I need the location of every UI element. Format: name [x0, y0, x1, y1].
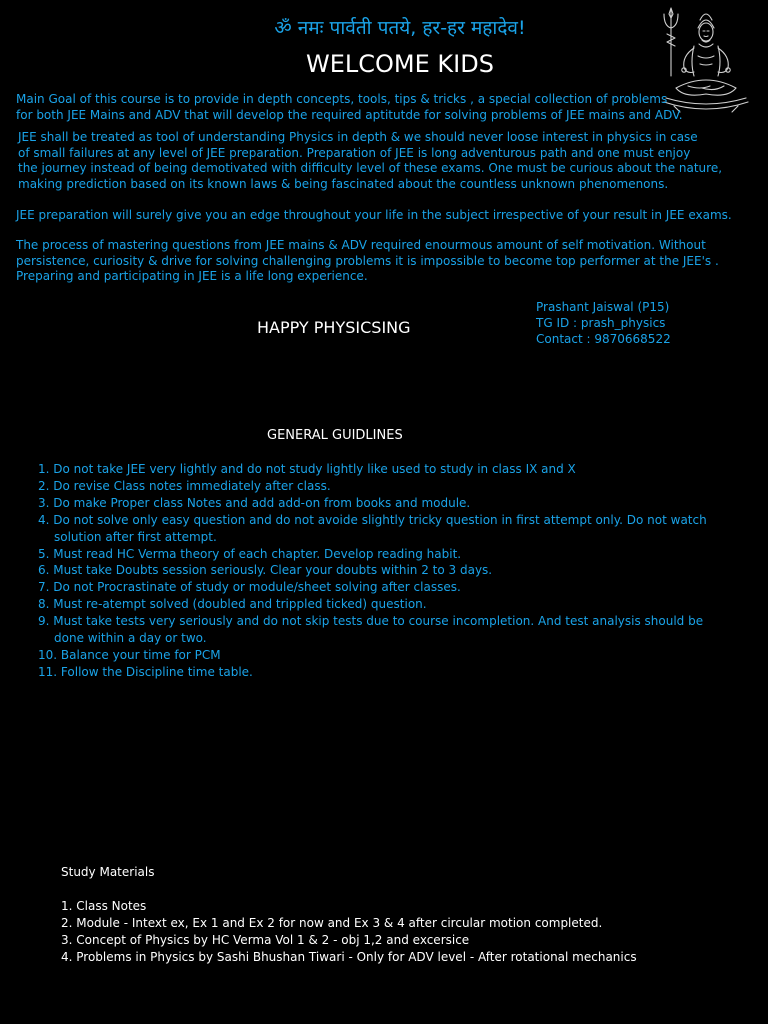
study-materials-list: [61, 898, 637, 966]
guideline-item: [38, 495, 738, 512]
guideline-text: Must take tests very seriously and do not skip tests due to course incompletion. And test analysis should be: [53, 614, 704, 629]
guideline-number: 10.: [38, 647, 58, 662]
author-telegram: TG ID : prash_physics: [536, 316, 666, 330]
study-material-item: 2. Module - Intext ex, Ex 1 and Ex 2 for now and Ex 3 & 4 after circular motion completed.: [61, 916, 603, 930]
text-line: JEE shall be treated as tool of understanding Physics in depth & we should never loose interest in physics in case: [18, 130, 698, 144]
guideline-text: Must read HC Verma theory of each chapter. Develop reading habit.: [53, 546, 462, 561]
guideline-item: [38, 512, 738, 546]
intro-paragraph-edge: [16, 208, 732, 224]
guideline-item: [38, 596, 738, 613]
guideline-number: 8.: [38, 597, 50, 612]
guideline-text: Do revise Class notes immediately after class.: [53, 478, 331, 493]
text-line: of small failures at any level of JEE preparation. Preparation of JEE is long adventurous path and one must enjoy: [18, 145, 691, 160]
text-line: persistence, curiosity & drive for solving challenging problems it is impossible to become top performer at the JEE's .: [16, 253, 719, 268]
guideline-item: [38, 478, 738, 495]
study-material-item: 3. Concept of Physics by HC Verma Vol 1 & 2 - obj 1,2 and excersice: [61, 933, 470, 947]
welcome-title: WELCOME KIDS: [306, 50, 494, 78]
guidelines-title: GENERAL GUIDLINES: [267, 428, 403, 443]
guideline-text: Must take Doubts session seriously. Clear your doubts within 2 to 3 days.: [53, 563, 493, 578]
intro-paragraph-understanding: [18, 130, 723, 192]
guideline-text: Do make Proper class Notes and add add-on from books and module.: [53, 495, 471, 510]
guideline-text: Balance your time for PCM: [60, 647, 221, 662]
guideline-item: [38, 664, 738, 681]
text-line: Preparing and participating in JEE is a life long experience.: [16, 269, 368, 283]
guideline-item: [38, 461, 738, 478]
guideline-number: 2.: [38, 478, 50, 493]
guideline-item: [38, 546, 738, 563]
author-name: Prashant Jaiswal (P15): [536, 300, 670, 314]
guideline-text: Do not Procrastinate of study or module/sheet solving after classes.: [53, 580, 461, 595]
intro-paragraph-motivation: [16, 238, 719, 285]
study-material-item: 4. Problems in Physics by Sashi Bhushan Tiwari - Only for ADV level - After rotational mechanics: [61, 950, 637, 964]
guideline-number: 4.: [38, 512, 50, 527]
guideline-item: [38, 613, 738, 647]
guideline-item: [38, 579, 738, 596]
guideline-text-continued: done within a day or two.: [54, 631, 207, 646]
study-materials-title: Study Materials: [61, 865, 155, 879]
author-info: [536, 299, 671, 347]
guideline-number: 9.: [38, 614, 50, 629]
mantra-heading: ॐ नमः पार्वती पतये, हर-हर महादेव!: [274, 17, 526, 39]
guideline-text-continued: solution after first attempt.: [54, 529, 217, 544]
text-line: making prediction based on its known laws & being fascinated about the countless unknown phenomenons.: [18, 176, 669, 191]
author-contact: Contact : 9870668522: [536, 332, 671, 346]
guideline-number: 11.: [38, 664, 58, 679]
text-line: for both JEE Mains and ADV that will develop the required aptitutde for solving problems of JEE mains and ADV.: [16, 107, 683, 122]
guidelines-list: [38, 461, 738, 681]
study-material-item: 1. Class Notes: [61, 899, 147, 913]
guideline-number: 7.: [38, 580, 50, 595]
guideline-number: 6.: [38, 563, 50, 578]
guideline-text: Do not take JEE very lightly and do not study lightly like used to study in class IX and X: [53, 462, 576, 476]
guideline-item: [38, 647, 738, 664]
text-line: JEE preparation will surely give you an edge throughout your life in the subject irrespective of your result in JEE exams.: [16, 208, 732, 222]
guideline-text: Must re-atempt solved (doubled and trippled ticked) question.: [53, 597, 427, 612]
guideline-text: Follow the Discipline time table.: [60, 664, 253, 679]
guideline-number: 1.: [38, 462, 50, 476]
text-line: the journey instead of being demotivated with difficulty level of these exams. One must be curious about the nature,: [18, 161, 723, 175]
happy-physicsing-heading: HAPPY PHYSICSING: [257, 318, 411, 337]
guideline-number: 5.: [38, 546, 50, 561]
guideline-item: [38, 562, 738, 579]
guideline-number: 3.: [38, 495, 50, 510]
intro-paragraph-goal: [16, 92, 716, 123]
text-line: The process of mastering questions from JEE mains & ADV required enourmous amount of self motivation. Without: [16, 238, 706, 252]
guideline-text: Do not solve only easy question and do not avoide slightly tricky question in first attempt only. Do not watch: [53, 512, 707, 527]
text-line: Main Goal of this course is to provide in depth concepts, tools, tips & tricks , a special collection of problems: [16, 92, 668, 106]
